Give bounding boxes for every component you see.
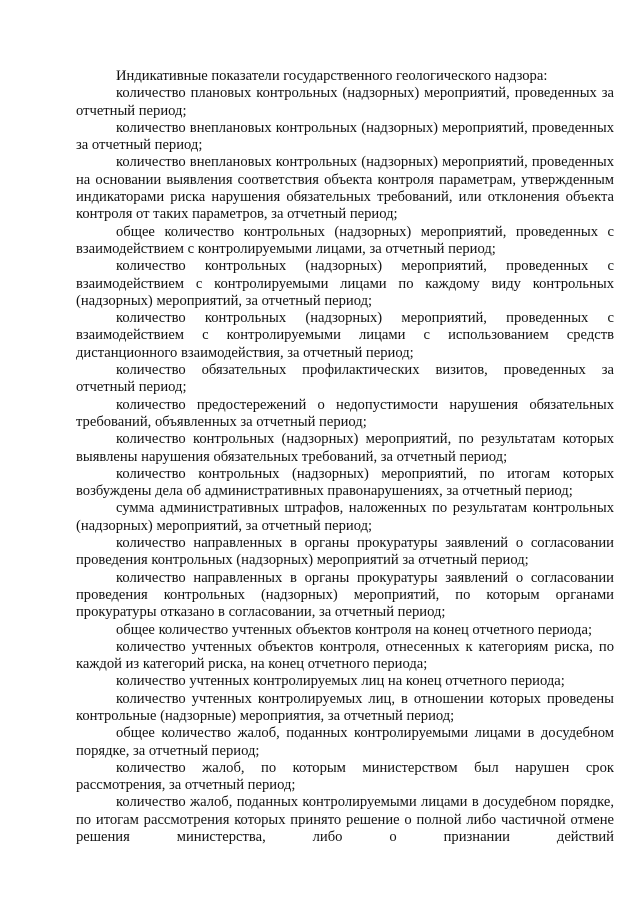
paragraph: количество внеплановых контрольных (надзорных) мероприятий, проведенных на основании выявления соответствия объекта контроля параметрам, утвержденным индикаторами риска нарушения обязательных требований, или отклонения объекта контроля от таких параметров, за отчетный период; [76, 154, 614, 223]
paragraph: количество внеплановых контрольных (надзорных) мероприятий, проведенных за отчетный период; [76, 119, 614, 154]
document-body [76, 68, 614, 846]
paragraph: общее количество учтенных объектов контроля на конец отчетного периода; [116, 621, 593, 638]
paragraph: количество контрольных (надзорных) мероприятий, по результатам которых выявлены нарушения обязательных требований, за отчетный период; [76, 431, 614, 465]
paragraph: количество учтенных контролируемых лиц на конец отчетного периода; [116, 673, 565, 690]
paragraph: количество направленных в органы прокуратуры заявлений о согласовании проведения контрольных (надзорных) мероприятий за отчетный период; [76, 535, 614, 569]
paragraph: количество направленных в органы прокуратуры заявлений о согласовании проведения контрольных (надзорных) мероприятий, по которым органами прокуратуры отказано в согласовании, за отчетный период; [76, 569, 614, 621]
paragraph: общее количество контрольных (надзорных) мероприятий, проведенных с взаимодействием с контролируемыми лицами, за отчетный период; [76, 223, 614, 257]
paragraph: количество контрольных (надзорных) мероприятий, проведенных с взаимодействием с контролируемыми лицами с использованием средств дистанционного взаимодействия, за отчетный период; [76, 310, 614, 361]
paragraph: количество учтенных объектов контроля, отнесенных к категориям риска, по каждой из категорий риска, на конец отчетного периода; [76, 638, 614, 673]
paragraph: количество предостережений о недопустимости нарушения обязательных требований, объявленных за отчетный период; [76, 396, 614, 430]
paragraph: количество контрольных (надзорных) мероприятий, проведенных с взаимодействием с контролируемыми лицами по каждому виду контрольных (надзорных) мероприятий, за отчетный период; [76, 258, 614, 309]
paragraph: сумма административных штрафов, наложенных по результатам контрольных (надзорных) мероприятий, за отчетный период; [76, 500, 614, 534]
paragraph: количество плановых контрольных (надзорных) мероприятий, проведенных за отчетный период; [76, 85, 614, 119]
paragraph: количество жалоб, по которым министерством был нарушен срок рассмотрения, за отчетный период; [76, 759, 614, 794]
paragraph: общее количество жалоб, поданных контролируемыми лицами в досудебном порядке, за отчетный период; [76, 725, 614, 759]
paragraph-continued: количество жалоб, поданных контролируемыми лицами в досудебном порядке, по итогам рассмотрения которых принято решение о полной либо частичной отмене решения министерства, либо о признании действий [76, 794, 614, 846]
paragraph: количество учтенных контролируемых лиц, в отношении которых проведены контрольные (надзорные) мероприятия, за отчетный период; [76, 690, 614, 724]
paragraph: количество контрольных (надзорных) мероприятий, по итогам которых возбуждены дела об административных правонарушениях, за отчетный период; [76, 465, 614, 500]
paragraph-heading: Индикативные показатели государственного геологического надзора: [116, 68, 548, 84]
paragraph: количество обязательных профилактических визитов, проведенных за отчетный период; [76, 362, 614, 396]
